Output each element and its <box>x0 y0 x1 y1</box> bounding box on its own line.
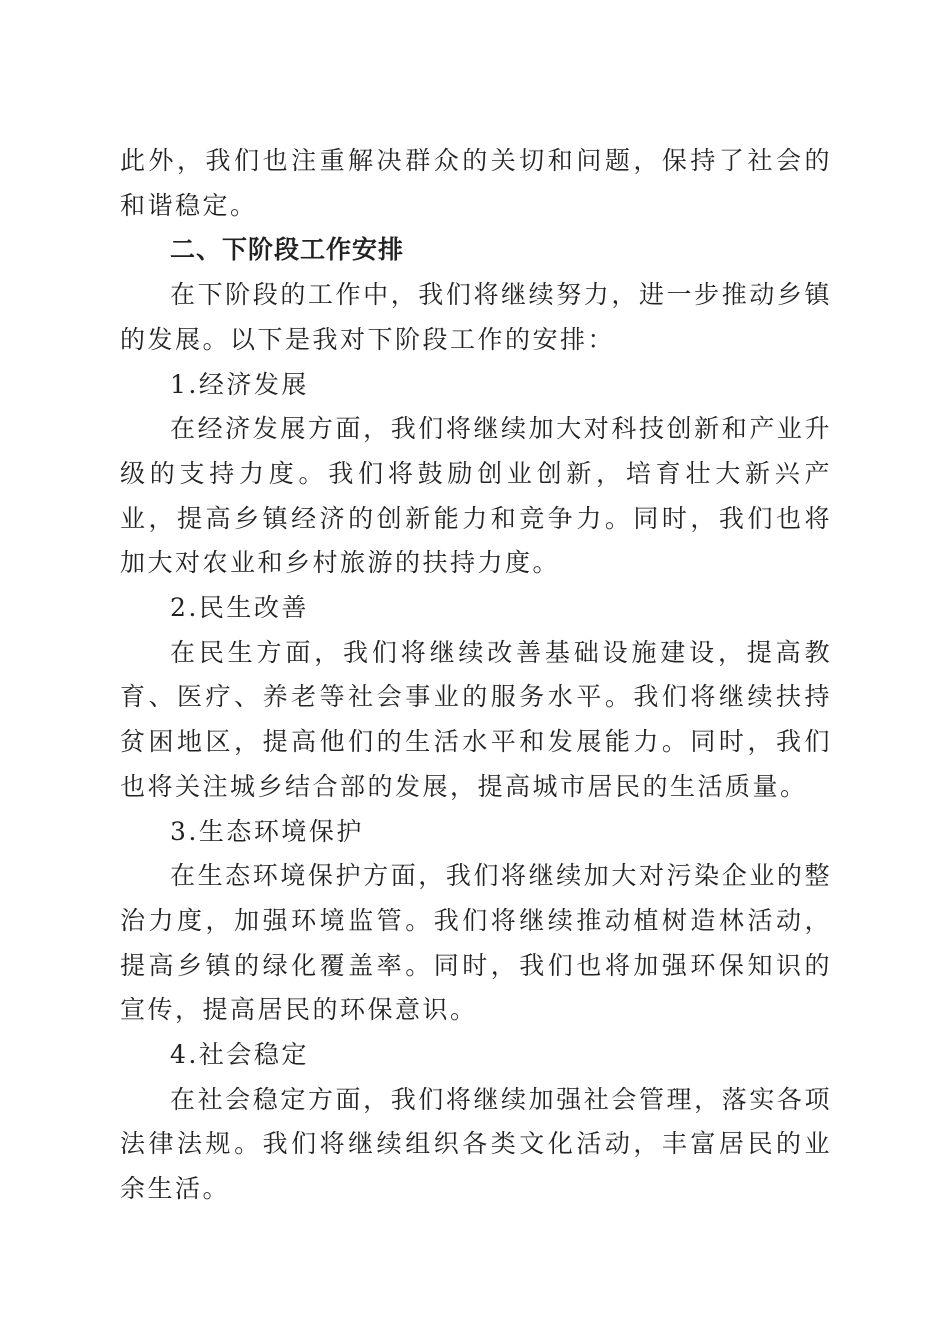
item-body-economy: 在经济发展方面，我们将继续加大对科技创新和产业升级的支持力度。我们将鼓励创业创新，培育壮大新兴产业，提高乡镇经济的创新能力和竞争力。同时，我们也将加大对农业和乡村旅游的扶持力度。 <box>120 414 832 578</box>
section-intro-paragraph: 在下阶段的工作中，我们将继续努力，进一步推动乡镇的发展。以下是我对下阶段工作的安排： <box>120 280 832 354</box>
document-body <box>120 139 832 1212</box>
item-body-stability: 在社会稳定方面，我们将继续加强社会管理，落实各项法律法规。我们将继续组织各类文化活动，丰富居民的业余生活。 <box>120 1084 832 1204</box>
item-body-livelihood: 在民生方面，我们将继续改善基础设施建设，提高教育、医疗、养老等社会事业的服务水平。我们将继续扶持贫困地区，提高他们的生活水平和发展能力。同时，我们也将关注城乡结合部的发展，提高城市居民的生活质量。 <box>120 637 832 801</box>
item-body-ecology: 在生态环境保护方面，我们将继续加大对污染企业的整治力度，加强环境监管。我们将继续推动植树造林活动，提高乡镇的绿化覆盖率。同时，我们也将加强环保知识的宣传，提高居民的环保意识。 <box>120 861 832 1025</box>
item-title-ecology: 3.生态环境保护 <box>170 816 364 846</box>
item-title-stability: 4.社会稳定 <box>170 1040 309 1070</box>
continuation-paragraph: 此外，我们也注重解决群众的关切和问题，保持了社会的和谐稳定。 <box>120 146 832 220</box>
section-heading: 二、下阶段工作安排 <box>170 235 405 265</box>
item-title-livelihood: 2.民生改善 <box>170 593 309 623</box>
item-title-economy: 1.经济发展 <box>170 369 309 399</box>
